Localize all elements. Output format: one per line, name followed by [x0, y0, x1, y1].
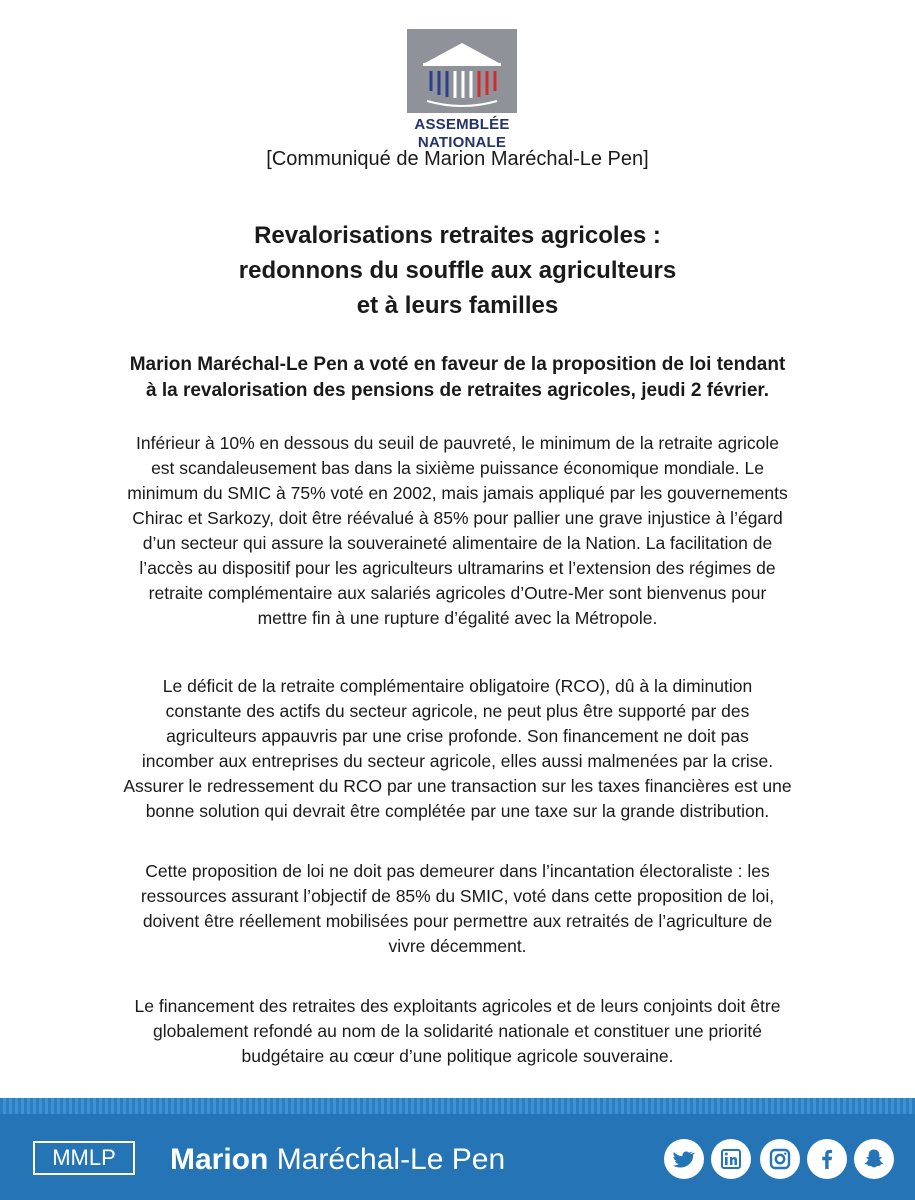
footer-name — [170, 1142, 505, 1178]
text-line: incomber aux entreprises du secteur agricole, elles aussi malmenées par la crise. — [141, 751, 774, 771]
page-title — [0, 218, 915, 323]
title-line: Revalorisations retraites agricoles : — [254, 222, 661, 249]
text-line: d’un secteur qui assure la souveraineté alimentaire de la Nation. La facilitation de — [142, 533, 773, 553]
logo-text-nationale: NATIONALE — [417, 134, 507, 151]
facebook-icon[interactable] — [807, 1139, 847, 1179]
text-line: est scandaleusement bas dans la sixième puissance économique mondiale. Le — [151, 458, 764, 478]
instagram-icon[interactable] — [760, 1139, 800, 1179]
snapchat-icon[interactable] — [854, 1139, 894, 1179]
body-paragraph-1 — [40, 431, 875, 631]
assemblee-nationale-logo — [404, 27, 520, 151]
text-line: Le déficit de la retraite complémentaire obligatoire (RCO), dû à la diminution — [162, 676, 753, 696]
text-line: Le financement des retraites des exploitants agricoles et de leurs conjoints doit être — [134, 996, 781, 1016]
text-line: globalement refondé au nom de la solidarité nationale et constituer une priorité — [153, 1021, 762, 1041]
body-paragraph-4 — [40, 994, 875, 1069]
body-paragraph-2 — [40, 674, 875, 824]
text-line: doivent être réellement mobilisées pour permettre aux retraités de l’agriculture de — [142, 911, 773, 931]
text-line: agriculteurs appauvris par une crise profonde. Son financement ne doit pas — [166, 726, 749, 746]
text-line: retraite complémentaire aux salariés agricoles d’Outre-Mer sont bienvenus pour — [148, 583, 767, 603]
text-line: budgétaire au cœur d’une politique agricole souveraine. — [241, 1046, 674, 1066]
lead-line: à la revalorisation des pensions de retraites agricoles, jeudi 2 février. — [145, 380, 770, 401]
footer-first-name: Marion — [170, 1143, 269, 1176]
communique-label: [Communiqué de Marion Maréchal-Le Pen] — [266, 148, 649, 170]
text-line: Inférieur à 10% en dessous du seuil de pauvreté, le minimum de la retraite agricole — [136, 433, 779, 453]
text-line: mettre fin à une rupture d’égalité avec la Métropole. — [257, 608, 658, 628]
text-line: constante des actifs du secteur agricole, ne peut plus être supporté par des — [165, 701, 750, 721]
text-line: l’accès au dispositif pour les agriculteurs ultramarins et l’extension des régimes de — [139, 558, 776, 578]
footer-bar — [0, 1114, 915, 1200]
mmlp-badge: MMLP — [33, 1141, 135, 1175]
title-line: et à leurs familles — [356, 292, 559, 319]
title-line: redonnons du souffle aux agriculteurs — [238, 257, 677, 284]
text-line: vivre décemment. — [388, 936, 527, 956]
lead-paragraph — [40, 352, 875, 404]
twitter-icon[interactable] — [664, 1139, 704, 1179]
text-line: Chirac et Sarkozy, doit être réévalué à 85% pour pallier une grave injustice à l’égard — [132, 508, 783, 528]
text-line: minimum du SMIC à 75% voté en 2002, mais jamais appliqué par les gouvernements — [127, 483, 788, 503]
logo-text-assemblee: ASSEMBLÉE — [414, 116, 510, 133]
footer-stripe — [0, 1098, 915, 1114]
text-line: Cette proposition de loi ne doit pas demeurer dans l’incantation électoraliste : les — [145, 861, 770, 881]
linkedin-icon[interactable] — [711, 1139, 751, 1179]
text-line: ressources assurant l’objectif de 85% du SMIC, voté dans cette proposition de loi, — [140, 886, 775, 906]
lead-line: Marion Maréchal-Le Pen a voté en faveur de la proposition de loi tendant — [129, 354, 786, 375]
text-line: bonne solution qui devrait être complétée par une taxe sur la grande distribution. — [145, 801, 770, 821]
text-line: Assurer le redressement du RCO par une transaction sur les taxes financières est une — [123, 776, 792, 796]
hemicycle-icon — [407, 29, 517, 113]
body-paragraph-3 — [40, 859, 875, 959]
footer-last-name: Maréchal-Le Pen — [276, 1143, 506, 1176]
